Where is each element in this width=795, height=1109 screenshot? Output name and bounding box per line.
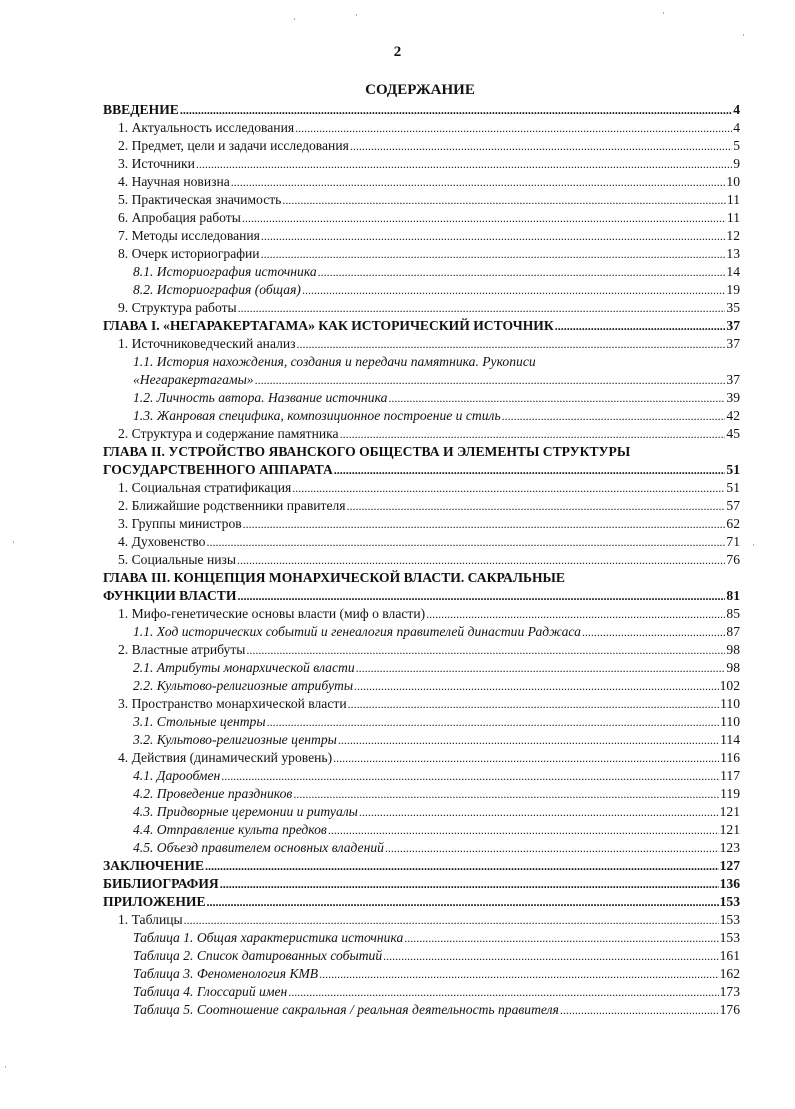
toc-entry-label: 4. Действия (динамический уровень) xyxy=(118,750,333,765)
toc-entry-label: ВВЕДЕНИЕ xyxy=(103,102,179,117)
toc-entry-label: 3. Группы министров xyxy=(118,516,242,531)
toc-entry[interactable] xyxy=(103,173,740,191)
toc-entry[interactable] xyxy=(103,857,740,875)
toc-entry[interactable] xyxy=(103,389,740,407)
toc-entry[interactable] xyxy=(103,947,740,965)
toc-list xyxy=(103,101,740,1019)
toc-entry[interactable] xyxy=(103,965,740,983)
toc-entry[interactable] xyxy=(103,929,740,947)
toc-entry-label: 2.1. Атрибуты монархической власти xyxy=(133,660,355,675)
toc-entry-page: 71 xyxy=(726,534,740,549)
toc-entry-page: 51 xyxy=(726,462,740,477)
toc-leader-dots xyxy=(295,119,732,137)
toc-entry-page: 123 xyxy=(719,840,740,855)
toc-entry[interactable] xyxy=(103,425,740,443)
toc-leader-dots xyxy=(302,281,725,299)
toc-entry[interactable] xyxy=(103,407,740,425)
toc-entry-label: 3. Пространство монархической власти xyxy=(118,696,347,711)
toc-entry-label: 5. Социальные низы xyxy=(118,552,237,567)
toc-entry-page: 9 xyxy=(733,156,740,171)
toc-entry[interactable] xyxy=(103,785,740,803)
toc-entry-label: ЗАКЛЮЧЕНИЕ xyxy=(103,858,205,873)
toc-entry-page: 4 xyxy=(733,102,740,117)
toc-leader-dots xyxy=(221,767,719,785)
toc-entry-page: 14 xyxy=(726,264,740,279)
toc-entry-label: 2. Предмет, цели и задачи исследования xyxy=(118,138,349,153)
toc-leader-dots xyxy=(237,551,725,569)
toc-leader-dots xyxy=(282,191,726,209)
toc-leader-dots xyxy=(555,317,726,335)
toc-entry-label: Таблица 4. Глоссарий имен xyxy=(133,984,288,999)
toc-entry-label: 2. Ближайшие родственники правителя xyxy=(118,498,346,513)
toc-entry[interactable] xyxy=(103,713,740,731)
toc-entry[interactable] xyxy=(103,659,740,677)
toc-entry-label: 9. Структура работы xyxy=(118,300,237,315)
toc-entry-page: 35 xyxy=(726,300,740,315)
toc-entry[interactable] xyxy=(103,911,740,929)
toc-entry-page: 153 xyxy=(719,894,740,909)
toc-leader-dots xyxy=(319,965,719,983)
toc-leader-dots xyxy=(261,227,725,245)
toc-entry-page: 39 xyxy=(726,390,740,405)
toc-entry[interactable] xyxy=(103,137,740,155)
toc-entry-label: 8. Очерк историографии xyxy=(118,246,260,261)
toc-entry-page: 119 xyxy=(720,786,740,801)
toc-leader-dots xyxy=(340,425,726,443)
toc-leader-dots xyxy=(354,677,719,695)
toc-entry[interactable] xyxy=(103,605,740,623)
toc-leader-dots xyxy=(404,929,718,947)
toc-entry-label: ГОСУДАРСТВЕННОГО АППАРАТА xyxy=(103,462,333,477)
toc-entry-label: ГЛАВА I. «НЕГАРАКЕРТАГАМА» КАК ИСТОРИЧЕСКИЙ ИСТОЧНИК xyxy=(103,318,554,333)
toc-entry[interactable] xyxy=(103,479,740,497)
toc-entry-label: 4. Духовенство xyxy=(118,534,206,549)
toc-leader-dots xyxy=(426,605,725,623)
toc-entry-label: 5. Практическая значимость xyxy=(118,192,282,207)
toc-entry-page: 51 xyxy=(726,480,740,495)
toc-leader-dots xyxy=(237,587,725,605)
toc-entry-page: 62 xyxy=(726,516,740,531)
scan-speck: · xyxy=(293,14,296,24)
toc-entry[interactable] xyxy=(103,371,740,389)
toc-entry-heading-line: ГЛАВА II. УСТРОЙСТВО ЯВАНСКОГО ОБЩЕСТВА И ЭЛЕМЕНТЫ СТРУКТУРЫ xyxy=(103,444,631,459)
toc-entry-page: 57 xyxy=(726,498,740,513)
toc-leader-dots xyxy=(338,731,719,749)
toc-leader-dots xyxy=(255,371,726,389)
toc-entry-page: 98 xyxy=(726,642,740,657)
toc-entry[interactable] xyxy=(103,155,740,173)
toc-entry-label: 2.2. Культово-религиозные атрибуты xyxy=(133,678,354,693)
scan-speck: · xyxy=(742,30,745,40)
toc-entry-page: 161 xyxy=(719,948,740,963)
toc-entry[interactable] xyxy=(103,839,740,857)
toc-entry-label: 8.1. Историография источника xyxy=(133,264,317,279)
toc-leader-dots xyxy=(261,245,726,263)
toc-entry[interactable] xyxy=(103,281,740,299)
toc-leader-dots xyxy=(297,335,726,353)
toc-leader-dots xyxy=(560,1001,719,1019)
toc-leader-dots xyxy=(205,857,719,875)
toc-entry[interactable] xyxy=(103,983,740,1001)
toc-entry-page: 136 xyxy=(719,876,740,891)
toc-entry-label: 4.4. Отправление культа предков xyxy=(133,822,327,837)
toc-entry[interactable] xyxy=(103,461,740,479)
toc-leader-dots xyxy=(502,407,726,425)
toc-entry-page: 81 xyxy=(726,588,740,603)
toc-entry[interactable] xyxy=(103,533,740,551)
scan-speck: · xyxy=(4,1062,7,1072)
toc-entry-label: 1.3. Жанровая специфика, композиционное построение и стиль xyxy=(133,408,501,423)
toc-leader-dots xyxy=(246,641,725,659)
scan-speck: · xyxy=(752,540,755,550)
toc-entry-label: 2. Властные атрибуты xyxy=(118,642,246,657)
toc-entry-label: 1.2. Личность автора. Название источника xyxy=(133,390,388,405)
toc-entry-page: 114 xyxy=(720,732,740,747)
toc-entry-page: 176 xyxy=(719,1002,740,1017)
toc-entry-label: 3. Источники xyxy=(118,156,195,171)
toc-entry-label: 8.2. Историография (общая) xyxy=(133,282,301,297)
toc-entry[interactable] xyxy=(103,749,740,767)
toc-leader-dots xyxy=(220,875,719,893)
toc-entry-page: 37 xyxy=(726,336,740,351)
toc-entry-label: 3.2. Культово-религиозные центры xyxy=(133,732,337,747)
toc-entry-page: 173 xyxy=(719,984,740,999)
toc-leader-dots xyxy=(348,695,720,713)
toc-entry-page: 11 xyxy=(726,210,740,225)
toc-leader-dots xyxy=(347,497,726,515)
toc-entry-page: 127 xyxy=(719,858,740,873)
toc-entry[interactable] xyxy=(103,641,740,659)
toc-entry-label: ФУНКЦИИ ВЛАСТИ xyxy=(103,588,237,603)
toc-entry-page: 116 xyxy=(720,750,740,765)
page-number: 2 xyxy=(393,44,402,60)
toc-entry-page: 110 xyxy=(720,714,740,729)
toc-entry[interactable] xyxy=(103,515,740,533)
scan-speck: · xyxy=(12,537,15,547)
toc-entry-page: 37 xyxy=(726,318,740,333)
toc-entry-page: 12 xyxy=(726,228,740,243)
toc-entry-label: «Негаракертагамы» xyxy=(133,372,254,387)
toc-entry[interactable] xyxy=(103,497,740,515)
toc-entry-page: 117 xyxy=(720,768,740,783)
toc-leader-dots xyxy=(293,785,719,803)
toc-leader-dots xyxy=(333,749,719,767)
toc-entry-label: 1. Социальная стратификация xyxy=(118,480,292,495)
toc-entry-page: 45 xyxy=(726,426,740,441)
toc-entry-label: 1. Мифо-генетические основы власти (миф о власти) xyxy=(118,606,426,621)
toc-entry-page: 153 xyxy=(719,930,740,945)
toc-entry-label: 4.5. Объезд правителем основных владений xyxy=(133,840,384,855)
toc-entry-label: 1. Актуальность исследования xyxy=(118,120,295,135)
toc-leader-dots xyxy=(238,299,726,317)
toc-entry-label: Таблица 1. Общая характеристика источника xyxy=(133,930,404,945)
toc-entry-label: 4.2. Проведение праздников xyxy=(133,786,293,801)
toc-entry-label: ПРИЛОЖЕНИЕ xyxy=(103,894,206,909)
toc-entry[interactable] xyxy=(103,767,740,785)
toc-entry-page: 10 xyxy=(726,174,740,189)
toc-leader-dots xyxy=(231,173,726,191)
toc-leader-dots xyxy=(385,839,719,857)
toc-entry[interactable] xyxy=(103,821,740,839)
scan-speck: · xyxy=(662,8,665,18)
toc-leader-dots xyxy=(267,713,720,731)
toc-entry-page: 4 xyxy=(733,120,740,135)
toc-entry-label: 1.1. Ход исторических событий и генеалогия правителей династии Раджаса xyxy=(133,624,581,639)
toc-entry-page: 42 xyxy=(726,408,740,423)
toc-entry[interactable] xyxy=(103,695,740,713)
toc-leader-dots xyxy=(359,803,719,821)
toc-entry-page: 5 xyxy=(733,138,740,153)
toc-entry-page: 121 xyxy=(719,822,740,837)
toc-entry-page: 11 xyxy=(726,192,740,207)
toc-entry[interactable] xyxy=(103,803,740,821)
toc-entry-page: 19 xyxy=(726,282,740,297)
toc-entry-label: 3.1. Стольные центры xyxy=(133,714,266,729)
toc-entry[interactable] xyxy=(103,101,740,119)
toc-entry-page: 153 xyxy=(719,912,740,927)
toc-leader-dots xyxy=(388,389,725,407)
toc-entry[interactable] xyxy=(103,551,740,569)
toc-entry[interactable] xyxy=(103,245,740,263)
toc-entry-label: Таблица 2. Список датированных событий xyxy=(133,948,383,963)
toc-entry-label: Таблица 5. Соотношение сакральная / реальная деятельность правителя xyxy=(133,1002,559,1017)
scan-speck: · xyxy=(355,10,358,20)
toc-leader-dots xyxy=(292,479,725,497)
toc-entry-label: 4. Научная новизна xyxy=(118,174,230,189)
toc-entry-label: 2. Структура и содержание памятника xyxy=(118,426,339,441)
toc-leader-dots xyxy=(242,209,726,227)
toc-entry-heading-line: ГЛАВА III. КОНЦЕПЦИЯ МОНАРХИЧЕСКОЙ ВЛАСТИ. САКРАЛЬНЫЕ xyxy=(103,570,565,585)
toc-entry[interactable] xyxy=(103,335,740,353)
toc-entry[interactable] xyxy=(103,1001,740,1019)
toc-entry[interactable] xyxy=(103,731,740,749)
toc-entry-label: 4.3. Придворные церемонии и ритуалы xyxy=(133,804,358,819)
toc-entry[interactable] xyxy=(103,263,740,281)
toc-leader-dots xyxy=(180,101,732,119)
toc-entry-label: БИБЛИОГРАФИЯ xyxy=(103,876,219,891)
toc-entry[interactable] xyxy=(103,677,740,695)
toc-entry-label: 1. Таблицы xyxy=(118,912,183,927)
toc-entry[interactable] xyxy=(103,209,740,227)
toc-leader-dots xyxy=(206,533,725,551)
toc-entry-label: 7. Методы исследования xyxy=(118,228,260,243)
toc-entry[interactable] xyxy=(103,191,740,209)
toc-entry-page: 87 xyxy=(726,624,740,639)
toc-entry-label: 1. Источниковедческий анализ xyxy=(118,336,296,351)
toc-leader-dots xyxy=(184,911,719,929)
toc-entry-page: 121 xyxy=(719,804,740,819)
toc-leader-dots xyxy=(582,623,726,641)
toc-entry[interactable] xyxy=(103,623,740,641)
toc-entry-label: 4.1. Дарообмен xyxy=(133,768,221,783)
toc-leader-dots xyxy=(350,137,732,155)
toc-entry[interactable] xyxy=(103,587,740,605)
toc-entry-page: 162 xyxy=(719,966,740,981)
toc-entry[interactable] xyxy=(103,119,740,137)
toc-leader-dots xyxy=(318,263,726,281)
toc-entry[interactable] xyxy=(103,893,740,911)
toc-entry-page: 85 xyxy=(726,606,740,621)
toc-entry-heading-line: 1.1. История нахождения, создания и передачи памятника. Рукописи xyxy=(133,354,536,369)
toc-entry-page: 98 xyxy=(726,660,740,675)
toc-entry-page: 37 xyxy=(726,372,740,387)
toc-entry-page: 110 xyxy=(720,696,740,711)
toc-leader-dots xyxy=(196,155,732,173)
toc-leader-dots xyxy=(383,947,718,965)
toc-entry[interactable] xyxy=(103,299,740,317)
toc-entry-page: 76 xyxy=(726,552,740,567)
toc-entry[interactable] xyxy=(103,317,740,335)
toc-entry-page: 102 xyxy=(719,678,740,693)
toc-entry-label: 6. Апробация работы xyxy=(118,210,241,225)
toc-leader-dots xyxy=(356,659,726,677)
toc-leader-dots xyxy=(243,515,726,533)
toc-leader-dots xyxy=(334,461,726,479)
toc-entry-page: 13 xyxy=(726,246,740,261)
toc-leader-dots xyxy=(328,821,719,839)
toc-title: СОДЕРЖАНИЕ xyxy=(365,82,475,98)
toc-leader-dots xyxy=(207,893,719,911)
toc-leader-dots xyxy=(288,983,718,1001)
toc-entry[interactable] xyxy=(103,875,740,893)
toc-entry[interactable] xyxy=(103,227,740,245)
toc-entry-label: Таблица 3. Феноменология КМВ xyxy=(133,966,319,981)
